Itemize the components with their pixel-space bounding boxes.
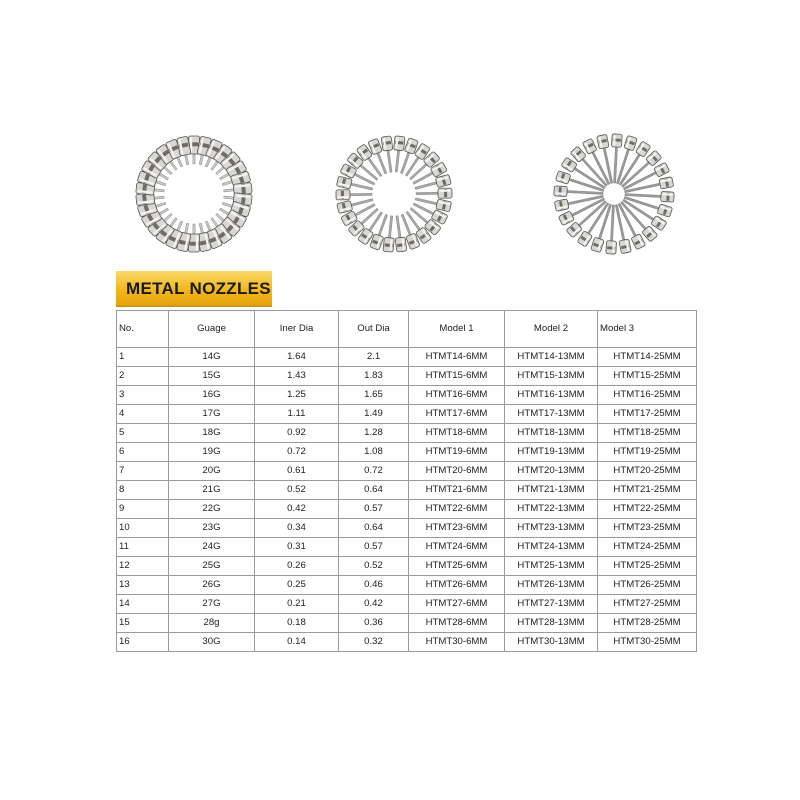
cell-no: 8 [117, 481, 169, 500]
cell-gauge: 22G [169, 500, 255, 519]
cell-gauge: 25G [169, 557, 255, 576]
header-model-2: Model 2 [505, 311, 598, 348]
cell-model-2: HTMT23-13MM [505, 519, 598, 538]
cell-out-dia: 0.42 [339, 595, 409, 614]
cell-inner-dia: 0.52 [255, 481, 339, 500]
cell-out-dia: 0.52 [339, 557, 409, 576]
cell-gauge: 30G [169, 633, 255, 652]
cell-model-3: HTMT19-25MM [598, 443, 697, 462]
cell-gauge: 14G [169, 348, 255, 367]
cell-no: 1 [117, 348, 169, 367]
table-row [117, 519, 697, 538]
cell-model-1: HTMT30-6MM [409, 633, 505, 652]
cell-inner-dia: 0.92 [255, 424, 339, 443]
cell-model-2: HTMT17-13MM [505, 405, 598, 424]
cell-inner-dia: 0.72 [255, 443, 339, 462]
table-row [117, 443, 697, 462]
cell-gauge: 28g [169, 614, 255, 633]
cell-model-3: HTMT21-25MM [598, 481, 697, 500]
cell-inner-dia: 1.11 [255, 405, 339, 424]
cell-model-2: HTMT24-13MM [505, 538, 598, 557]
header-out-dia: Out Dia [339, 311, 409, 348]
cell-model-3: HTMT24-25MM [598, 538, 697, 557]
cell-inner-dia: 0.34 [255, 519, 339, 538]
cell-gauge: 16G [169, 386, 255, 405]
nozzle-ring-13mm-image [306, 106, 482, 282]
cell-gauge: 18G [169, 424, 255, 443]
cell-inner-dia: 1.43 [255, 367, 339, 386]
table-row [117, 367, 697, 386]
table-row [117, 462, 697, 481]
cell-gauge: 24G [169, 538, 255, 557]
cell-model-3: HTMT14-25MM [598, 348, 697, 367]
cell-inner-dia: 0.61 [255, 462, 339, 481]
cell-model-3: HTMT16-25MM [598, 386, 697, 405]
cell-model-1: HTMT21-6MM [409, 481, 505, 500]
cell-inner-dia: 1.64 [255, 348, 339, 367]
cell-out-dia: 0.64 [339, 481, 409, 500]
cell-model-3: HTMT15-25MM [598, 367, 697, 386]
cell-model-1: HTMT20-6MM [409, 462, 505, 481]
cell-gauge: 26G [169, 576, 255, 595]
cell-model-2: HTMT28-13MM [505, 614, 598, 633]
cell-model-3: HTMT26-25MM [598, 576, 697, 595]
cell-model-2: HTMT19-13MM [505, 443, 598, 462]
table-row [117, 405, 697, 424]
cell-no: 4 [117, 405, 169, 424]
cell-inner-dia: 0.21 [255, 595, 339, 614]
cell-gauge: 23G [169, 519, 255, 538]
header-no: No. [117, 311, 169, 348]
cell-model-2: HTMT25-13MM [505, 557, 598, 576]
cell-model-1: HTMT16-6MM [409, 386, 505, 405]
cell-gauge: 19G [169, 443, 255, 462]
cell-out-dia: 0.32 [339, 633, 409, 652]
cell-model-1: HTMT22-6MM [409, 500, 505, 519]
cell-no: 2 [117, 367, 169, 386]
header-inner-dia: Iner Dia [255, 311, 339, 348]
cell-model-2: HTMT22-13MM [505, 500, 598, 519]
cell-model-1: HTMT23-6MM [409, 519, 505, 538]
cell-model-3: HTMT20-25MM [598, 462, 697, 481]
cell-gauge: 21G [169, 481, 255, 500]
table-body [117, 348, 697, 652]
cell-out-dia: 1.65 [339, 386, 409, 405]
cell-model-2: HTMT26-13MM [505, 576, 598, 595]
cell-model-1: HTMT27-6MM [409, 595, 505, 614]
cell-model-1: HTMT18-6MM [409, 424, 505, 443]
nozzle [416, 188, 452, 199]
cell-out-dia: 1.08 [339, 443, 409, 462]
cell-model-1: HTMT14-6MM [409, 348, 505, 367]
cell-gauge: 15G [169, 367, 255, 386]
table-row [117, 538, 697, 557]
table-row [117, 481, 697, 500]
cell-inner-dia: 0.31 [255, 538, 339, 557]
cell-model-1: HTMT24-6MM [409, 538, 505, 557]
nozzle-ring-6mm-photo [106, 106, 282, 282]
table-row [117, 500, 697, 519]
cell-model-2: HTMT16-13MM [505, 386, 598, 405]
cell-out-dia: 0.36 [339, 614, 409, 633]
cell-no: 3 [117, 386, 169, 405]
cell-model-1: HTMT25-6MM [409, 557, 505, 576]
cell-model-3: HTMT23-25MM [598, 519, 697, 538]
nozzle-ring-13mm-photo [306, 106, 482, 282]
cell-out-dia: 2.1 [339, 348, 409, 367]
cell-out-dia: 1.28 [339, 424, 409, 443]
cell-model-3: HTMT30-25MM [598, 633, 697, 652]
nozzle-ring-25mm-image [526, 106, 702, 282]
cell-no: 12 [117, 557, 169, 576]
cell-no: 15 [117, 614, 169, 633]
cell-out-dia: 0.72 [339, 462, 409, 481]
cell-model-2: HTMT21-13MM [505, 481, 598, 500]
cell-model-1: HTMT17-6MM [409, 405, 505, 424]
cell-model-1: HTMT15-6MM [409, 367, 505, 386]
header-model-3: Model 3 [598, 311, 697, 348]
cell-gauge: 27G [169, 595, 255, 614]
cell-inner-dia: 0.14 [255, 633, 339, 652]
table-row [117, 424, 697, 443]
table-header-row [117, 311, 697, 348]
cell-model-1: HTMT19-6MM [409, 443, 505, 462]
cell-no: 14 [117, 595, 169, 614]
cell-inner-dia: 0.18 [255, 614, 339, 633]
cell-model-3: HTMT18-25MM [598, 424, 697, 443]
cell-out-dia: 1.83 [339, 367, 409, 386]
cell-model-2: HTMT18-13MM [505, 424, 598, 443]
cell-inner-dia: 1.25 [255, 386, 339, 405]
cell-gauge: 17G [169, 405, 255, 424]
nozzle-ring-25mm-photo [526, 106, 702, 282]
cell-inner-dia: 0.42 [255, 500, 339, 519]
cell-out-dia: 0.46 [339, 576, 409, 595]
cell-model-3: HTMT27-25MM [598, 595, 697, 614]
header-model-1: Model 1 [409, 311, 505, 348]
table-row [117, 633, 697, 652]
cell-no: 10 [117, 519, 169, 538]
cell-model-2: HTMT20-13MM [505, 462, 598, 481]
cell-inner-dia: 0.25 [255, 576, 339, 595]
cell-no: 16 [117, 633, 169, 652]
table-row [117, 348, 697, 367]
cell-model-2: HTMT27-13MM [505, 595, 598, 614]
cell-model-3: HTMT25-25MM [598, 557, 697, 576]
section-title: METAL NOZZLES [126, 279, 271, 298]
section-banner [116, 271, 272, 307]
cell-model-2: HTMT14-13MM [505, 348, 598, 367]
table-row [117, 595, 697, 614]
cell-model-1: HTMT28-6MM [409, 614, 505, 633]
cell-model-1: HTMT26-6MM [409, 576, 505, 595]
nozzle-ring-6mm-image [106, 106, 282, 282]
cell-model-2: HTMT15-13MM [505, 367, 598, 386]
cell-model-3: HTMT22-25MM [598, 500, 697, 519]
cell-out-dia: 0.57 [339, 538, 409, 557]
cell-model-3: HTMT17-25MM [598, 405, 697, 424]
table-row [117, 557, 697, 576]
cell-no: 6 [117, 443, 169, 462]
cell-model-2: HTMT30-13MM [505, 633, 598, 652]
header-gauge: Guage [169, 311, 255, 348]
cell-no: 11 [117, 538, 169, 557]
cell-no: 5 [117, 424, 169, 443]
cell-out-dia: 0.64 [339, 519, 409, 538]
cell-out-dia: 1.49 [339, 405, 409, 424]
cell-gauge: 20G [169, 462, 255, 481]
nozzle [336, 189, 372, 200]
table-row [117, 386, 697, 405]
cell-out-dia: 0.57 [339, 500, 409, 519]
cell-no: 13 [117, 576, 169, 595]
cell-no: 9 [117, 500, 169, 519]
cell-model-3: HTMT28-25MM [598, 614, 697, 633]
table-row [117, 576, 697, 595]
table-row [117, 614, 697, 633]
nozzle-spec-table [116, 310, 697, 652]
cell-no: 7 [117, 462, 169, 481]
cell-inner-dia: 0.26 [255, 557, 339, 576]
